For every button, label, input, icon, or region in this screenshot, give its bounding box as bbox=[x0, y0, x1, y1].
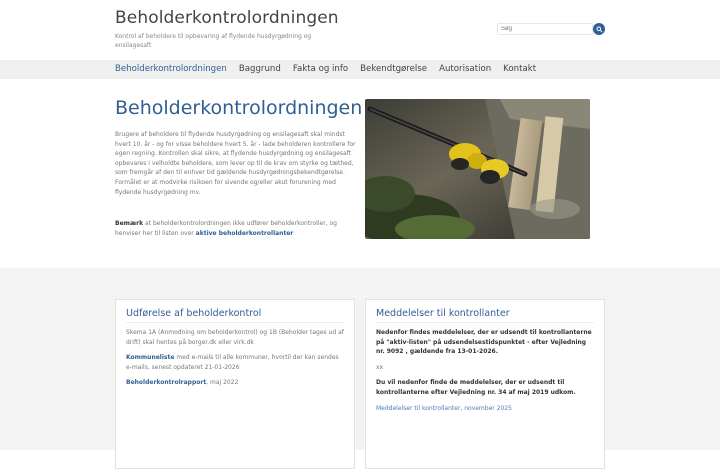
note-text bbox=[115, 219, 357, 238]
nav-item-4[interactable]: Autorisation bbox=[439, 64, 492, 74]
control-report-link[interactable]: Beholderkontrolrapport bbox=[126, 379, 207, 387]
nav-item-1[interactable]: Baggrund bbox=[238, 64, 281, 74]
site-title[interactable]: Beholderkontrolordningen bbox=[115, 8, 339, 28]
search-input[interactable] bbox=[497, 23, 593, 35]
notices-card-title: Meddelelser til kontrollanter bbox=[376, 308, 510, 319]
notices-link-paragraph bbox=[376, 404, 594, 414]
search-button[interactable] bbox=[593, 23, 605, 35]
report-paragraph bbox=[126, 378, 344, 388]
site-header bbox=[0, 0, 720, 60]
main-navigation bbox=[0, 60, 720, 79]
nav-item-5[interactable]: Kontakt bbox=[503, 64, 537, 74]
inspection-photo bbox=[365, 99, 590, 239]
notices-intro bbox=[376, 328, 594, 357]
nav-item-2[interactable]: Fakta og info bbox=[292, 64, 349, 74]
municipality-list-text: med e-mails til alle kommuner, hvortil der kan sendes e-mails, senest opdateret 21-01-2026 bbox=[126, 354, 339, 371]
intro-text: Brugere af beholdere til flydende husdyrgødning og ensilagesaft skal mindst hvert 10. år - og for visse beholdere hvert 5. år - lade beholderen kontrollere for egen regning. Kontrollen skal sikre, at flydende husdyrgødning og ensilagesaft opbevares i velholdte beholdere, som lever op til de krav om styrke og tæthed, som fremgår af den til enhver tid gældende husdyrgødningsbekendtgørelse. Formålet er at modvirke risikoen for sivende og/eller akut forurening med flydende husdyrgødning mv. bbox=[115, 131, 356, 196]
notices-nov-2025-link[interactable]: Meddelelser til kontrollanter, november 2025 bbox=[376, 404, 512, 412]
notices-card bbox=[365, 299, 605, 469]
nav-item-0[interactable]: Beholderkontrolordningen bbox=[115, 64, 227, 74]
nav-item-3[interactable]: Bekendtgørelse bbox=[360, 64, 428, 74]
page-title: Beholderkontrolordningen bbox=[115, 97, 363, 119]
note-body: at beholderkontrolordningen ikke udfører beholderkontroller, og henviser her til listen over bbox=[115, 220, 337, 237]
control-report-date: , maj 2022 bbox=[206, 379, 239, 387]
search-form bbox=[497, 22, 605, 36]
municipality-paragraph bbox=[126, 353, 344, 372]
search-icon bbox=[596, 26, 603, 33]
site-description: Kontrol af beholdere til opbevaring af flydende husdyrgødning og ensilagesaft bbox=[115, 33, 312, 49]
notices-older bbox=[376, 378, 594, 397]
active-controllers-link[interactable]: aktive beholderkontrollanter bbox=[195, 229, 294, 237]
note-bold: Bemærk bbox=[115, 220, 144, 227]
card-divider bbox=[376, 322, 594, 323]
execution-card-text: Skema 1A (Anmodning om beholderkontrol) og 1B (Beholder tages ud af drift) skal hentes på borger.dk eller virk.dk bbox=[126, 329, 344, 346]
card-divider bbox=[126, 322, 344, 323]
municipality-list-link[interactable]: Kommuneliste bbox=[126, 354, 175, 362]
notices-intro-bold: Nedenfor findes meddelelser, der er udsendt til kontrollanterne på "aktiv-listen" på udsendelsestidspunktet - efter Vejledning nr. 9092 , gældende fra 13-01-2026. bbox=[376, 329, 592, 356]
notices-card-body bbox=[376, 328, 594, 419]
notices-placeholder: xx bbox=[376, 363, 384, 371]
content-band bbox=[0, 268, 720, 450]
notices-older-bold: Du vil nedenfor finde de meddelelser, der er udsendt til kontrollanterne efter Vejledning nr. 34 af maj 2019 udkom. bbox=[376, 379, 576, 396]
execution-card bbox=[115, 299, 355, 469]
execution-card-title: Udførelse af beholderkontrol bbox=[126, 308, 262, 319]
execution-card-body bbox=[126, 328, 344, 394]
